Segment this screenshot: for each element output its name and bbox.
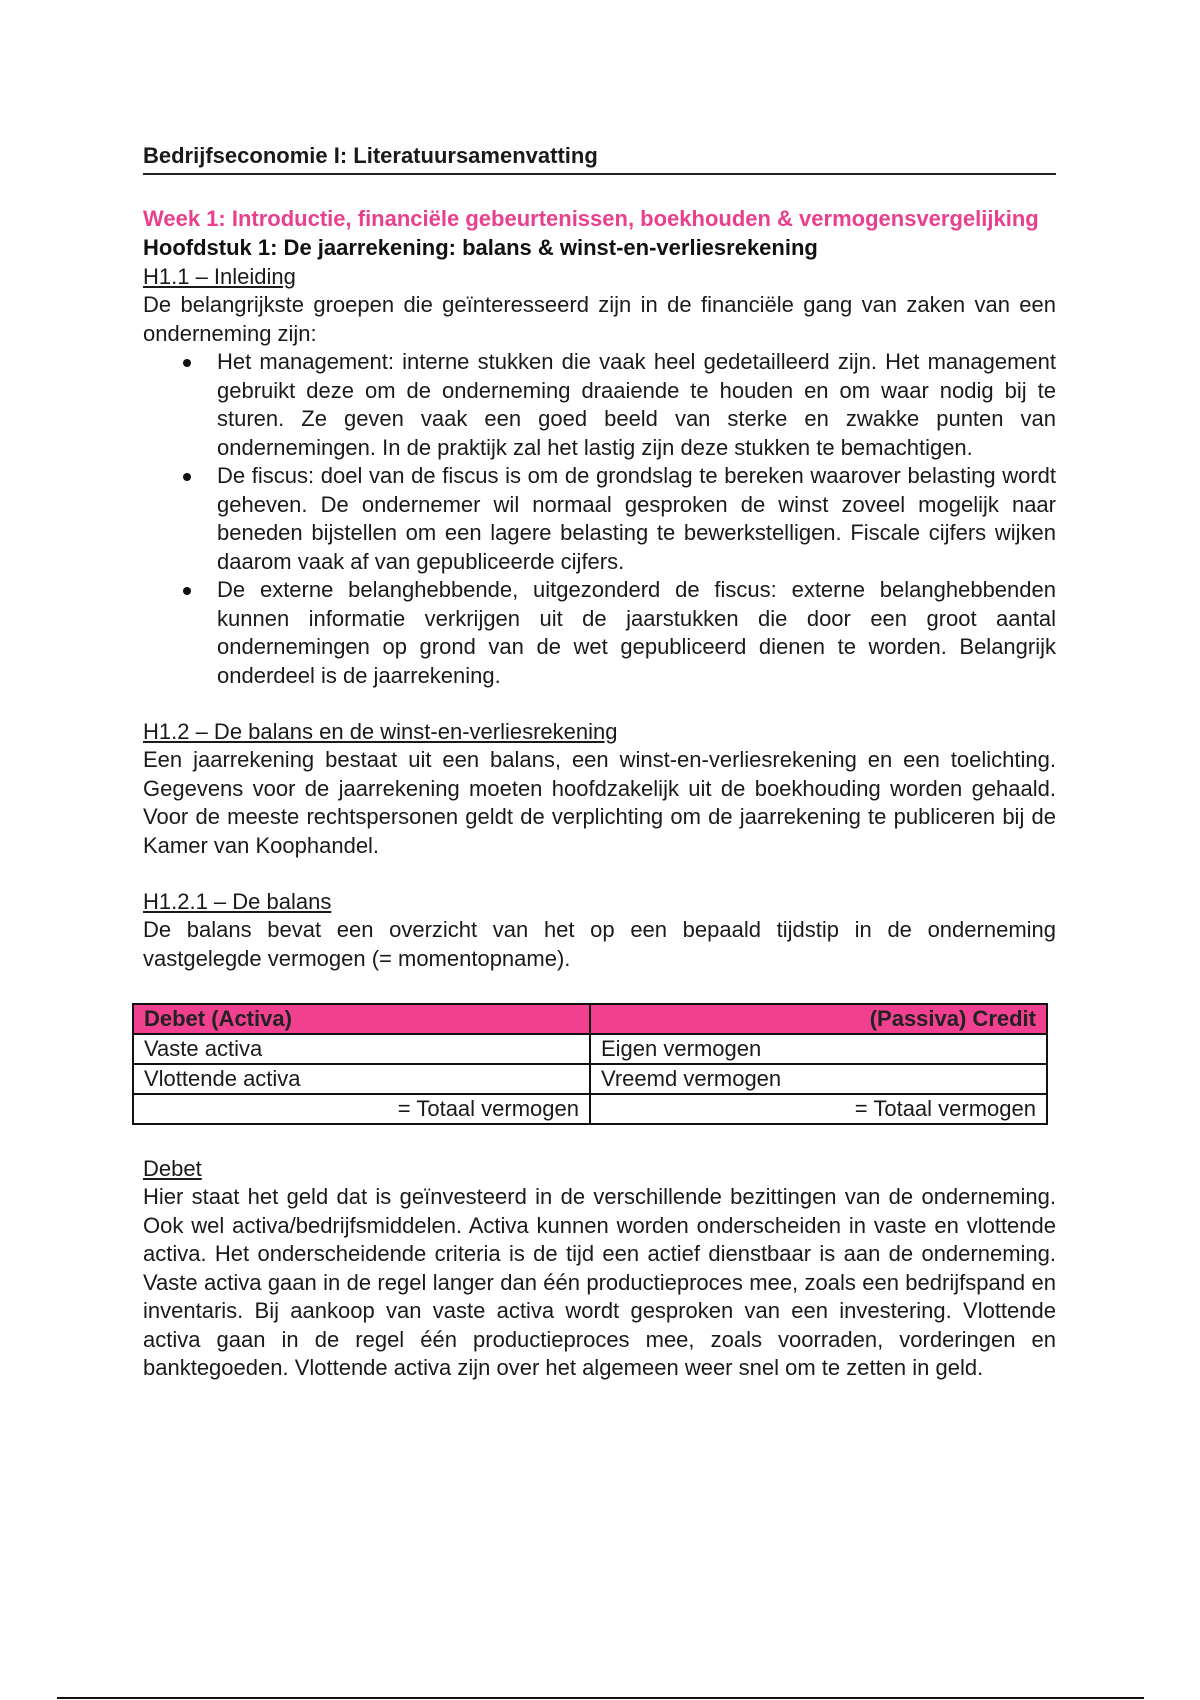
total-right: = Totaal vermogen [590,1094,1047,1124]
document-title: Bedrijfseconomie I: Literatuursamenvatting [143,140,1056,175]
bullet-icon [183,587,191,595]
table-cell: Vreemd vermogen [590,1064,1047,1094]
bullet-icon [183,473,191,481]
table-cell: Vlottende activa [133,1064,590,1094]
section-heading-h1-2: H1.2 – De balans en de winst-en-verliesrekening [143,719,618,744]
section-intro-text: De belangrijkste groepen die geïnteresseerd zijn in de financiële gang van zaken van een onderneming zijn: [143,292,1056,346]
table-row [133,1064,1047,1094]
section-text-h1-2-1: De balans bevat een overzicht van het op een bepaald tijdstip in de onderneming vastgelegde vermogen (= momentopname). [143,917,1056,971]
total-left: = Totaal vermogen [133,1094,590,1124]
table-header-row [133,1004,1047,1034]
section-heading-h1-2-1: H1.2.1 – De balans [143,889,332,914]
bullet-icon [183,359,191,367]
section-heading-h1-1: H1.1 – Inleiding [143,264,296,289]
table-row [133,1034,1047,1064]
credit-header: (Passiva) Credit [590,1004,1047,1034]
table-cell: Eigen vermogen [590,1034,1047,1064]
list-item: De fiscus: doel van de fiscus is om de grondslag te bereken waarover belasting wordt geheven. De ondernemer wil normaal gesproken de winst zoveel mogelijk naar beneden bijstellen om een lagere belasting te bewerkstelligen. Fiscale cijfers wijken daarom vaak af van gepubliceerde cijfers. [217,462,1056,576]
document-page [143,140,1056,1383]
list-item: De externe belanghebbende, uitgezonderd de fiscus: externe belanghebbenden kunnen informatie verkrijgen uit de jaarstukken die door een groot aantal ondernemingen op grond van de wet gepubliceerd dienen te worden. Belangrijk onderdeel is de jaarrekening. [217,576,1056,690]
stakeholder-list [143,348,1056,690]
chapter-heading: Hoofdstuk 1: De jaarrekening: balans & winst-en-verliesrekening [143,235,818,260]
balance-sheet-table [132,1003,1048,1125]
list-item: Het management: interne stukken die vaak heel gedetailleerd zijn. Het management gebruikt deze om de onderneming draaiende te houden en om waar nodig bij te sturen. Ze geven vaak een goed beeld van sterke en zwakke punten van ondernemingen. In de praktijk zal het lastig zijn deze stukken te bemachtigen. [217,348,1056,462]
section-text-debet: Hier staat het geld dat is geïnvesteerd in de verschillende bezittingen van de onderneming. Ook wel activa/bedrijfsmiddelen. Activa kunnen worden onderscheiden in vaste en vlottende activa. Het onderscheidende criteria is de tijd een actief dienstbaar is aan de onderneming. Vaste activa gaan in de regel langer dan één productieproces mee, zoals een bedrijfspand en inventaris. Bij aankoop van vaste activa wordt gesproken van een investering. Vlottende activa gaan in de regel één productieproces mee, zoals voorraden, vorderingen en banktegoeden. Vlottende activa zijn over het algemeen weer snel om te zetten in geld. [143,1184,1056,1380]
page-bottom-rule [57,1697,1144,1699]
table-cell: Vaste activa [133,1034,590,1064]
section-heading-debet: Debet [143,1156,202,1181]
table-total-row [133,1094,1047,1124]
section-text-h1-2: Een jaarrekening bestaat uit een balans, een winst-en-verliesrekening en een toelichting. Gegevens voor de jaarrekening moeten hoofdzakelijk uit de boekhouding worden gehaald. Voor de meeste rechtspersonen geldt de verplichting om de jaarrekening te publiceren bij de Kamer van Koophandel. [143,747,1056,858]
week-heading: Week 1: Introductie, financiële gebeurtenissen, boekhouden & vermogensvergelijking [143,206,1039,231]
debet-header: Debet (Activa) [133,1004,590,1034]
